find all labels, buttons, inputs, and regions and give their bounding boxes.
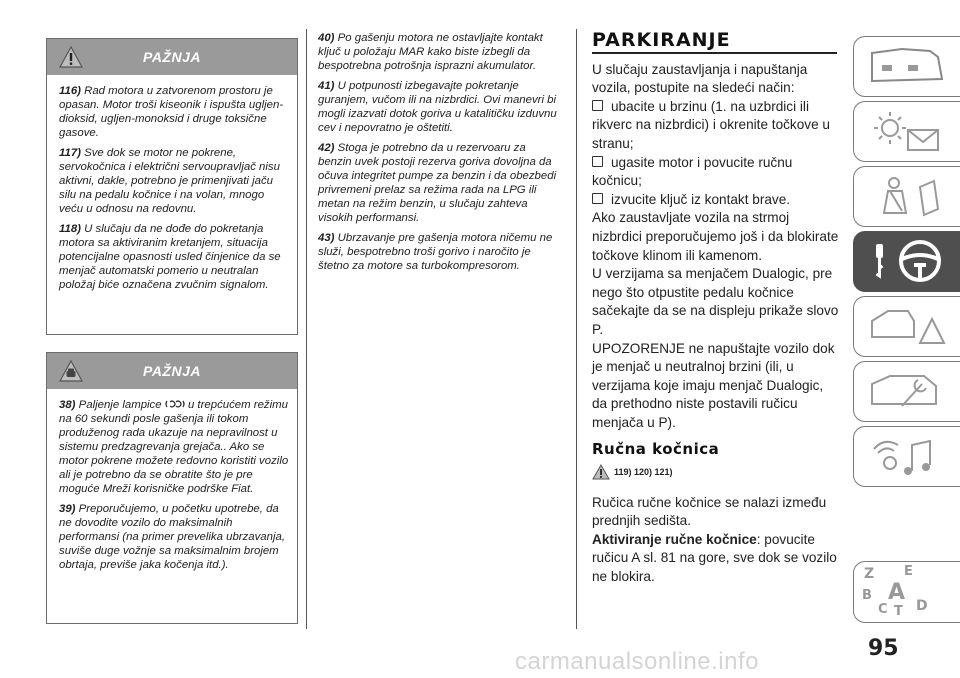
note-item: 43) Ubrzavanje pre gašenja motora ničemu ne služi, bespotrebno troši gorivo i naročito je štetno za motore sa turbokompresorom. xyxy=(318,232,553,272)
warning-triangle-icon xyxy=(592,464,610,480)
checkbox-bullet-icon xyxy=(592,193,603,204)
index-letter: B xyxy=(862,588,872,603)
warning-box-1 xyxy=(46,38,298,335)
maintenance-icon xyxy=(862,366,952,416)
index-letter: C xyxy=(878,602,888,617)
warning-body xyxy=(47,389,297,586)
warning-item: 39) Preporučujemo, u početku upotrebe, da ne dovodite vozilo do maksimalnih performansi (na primer prevelika ubrzavanja, suviše duge vožnje sa maksimalnim brojem obrtaja, previše jaka kočenja itd.). xyxy=(59,503,286,571)
warning-item: 116) Rad motora u zatvorenom prostoru je opasan. Motor troši kiseonik i ispušta ugljen-dioksid, ugljen-monoksid i druge toksične gasove. xyxy=(59,85,284,139)
warning-title: PAŽNJA xyxy=(143,49,201,65)
emergency-icon xyxy=(862,301,952,351)
bold-label: Aktiviranje ručne kočnice xyxy=(592,531,757,547)
right-column xyxy=(592,31,842,587)
paragraph: UPOZORENJE ne napuštajte vozilo dok je menjač u neutralnoj brzini (ili, u verzijama koje imaju menjač Dualogic, da prethodno niste postavili ručicu menjača u P). xyxy=(592,340,835,430)
tab-multimedia[interactable] xyxy=(853,426,960,487)
glow-plug-icon xyxy=(165,399,185,409)
note-item: 41) U potpunosti izbegavajte pokretanje guranjem, vučom ili na nizbrdici. Ovi manevri bi mogli izazvati dotok goriva u katalitičku izduvnu cev i nepovratno je oštetiti. xyxy=(318,80,557,134)
warning-lights-icon xyxy=(862,106,952,156)
index-letter: E xyxy=(904,564,913,579)
starting-driving-icon xyxy=(862,236,952,286)
paragraph: Aktiviranje ručne kočnice: povucite ručicu A sl. 81 na gore, sve dok se vozilo ne blokira. xyxy=(592,531,837,585)
page-number: 95 xyxy=(868,636,899,661)
tab-emergency[interactable] xyxy=(853,296,960,357)
middle-column xyxy=(318,31,558,279)
bullet-item: ugasite motor i povucite ručnu kočnicu; xyxy=(592,154,793,189)
warning-item: 38) Paljenje lampice u trepćućem režimu na 60 sekundi posle gašenja ili tokom produženog rada ukazuje na nepravilnost u sistemu predzagrevanja grejača.. Ako se motor pokrene možete redovno koristiti vozilo ali je potrebno da se obratite što je pre moguće Mreži korisničke podrške Fiat. xyxy=(59,399,289,495)
bullet-item: ubacite u brzinu (1. na uzbrdici ili rikverc na nizbrdici) i okrenite točkove u stranu; xyxy=(592,98,830,151)
intro-paragraph: U slučaju zaustavljanja i napuštanja vozila, postupite na sledeći način: xyxy=(592,61,808,96)
warning-body xyxy=(47,75,297,306)
subsection-title: Ručna kočnica xyxy=(592,440,720,459)
tab-safety[interactable] xyxy=(853,166,960,227)
tab-maintenance[interactable] xyxy=(853,361,960,422)
index-letter: Z xyxy=(864,566,875,582)
index-letter: D xyxy=(916,598,928,614)
tab-dashboard[interactable] xyxy=(853,36,960,97)
warning-item: 118) U slučaju da ne dođe do pokretanja motora sa aktiviranim kretanjem, situacija potencijalne opasnosti usled činjenice da se menjač automatski pomerio u neutralan položaj biće označena zvučnim signalom. xyxy=(59,223,281,291)
column-divider xyxy=(576,29,577,629)
column-divider xyxy=(306,29,307,629)
paragraph: Ako zaustavljate vozila na strmoj nizbrdici preporučujemo još i da blokirate točkove klinom ili kamenom. xyxy=(592,210,839,263)
index-icon xyxy=(854,562,954,622)
section-title: PARKIRANJE xyxy=(592,31,837,54)
tab-starting-driving[interactable] xyxy=(853,231,960,292)
warning-header xyxy=(47,353,297,389)
warning-title: PAŽNJA xyxy=(143,363,201,379)
warning-item: 117) Sve dok se motor ne pokrene, servokočnica i električni servoupravljač nisu aktivni, dakle, potrebno je primenjivati jaču silu na pedalu kočnice i na volan, mnogo veću u odnosu na redovnu. xyxy=(59,147,280,215)
checkbox-bullet-icon xyxy=(592,100,603,111)
warning-header xyxy=(47,39,297,75)
tab-warning-lights[interactable] xyxy=(853,101,960,162)
references: 119) 120) 121) xyxy=(614,467,673,478)
safety-icon xyxy=(862,171,952,221)
note-item: 40) Po gašenju motora ne ostavljajte kontakt ključ u položaju MAR kako biste izbegli da bespotrebna potrošnja isprazni akumulator. xyxy=(318,32,543,72)
checkbox-bullet-icon xyxy=(592,156,603,167)
index-letter: A xyxy=(888,580,906,605)
bullet-item: izvucite ključ iz kontakt brave. xyxy=(592,191,842,210)
index-letter: T xyxy=(894,604,903,619)
warning-box-2 xyxy=(46,352,298,624)
tab-index[interactable] xyxy=(853,561,960,623)
paragraph: U verzijama sa menjačem Dualogic, pre nego što otpustite pedalu kočnice sačekajte da se na displeju prikaže slovo P. xyxy=(592,266,839,337)
multimedia-icon xyxy=(862,431,952,481)
watermark: carmanualsonline.info xyxy=(515,648,759,675)
dashboard-icon xyxy=(862,41,952,91)
reference-line xyxy=(592,463,842,484)
paragraph: Ručica ručne kočnice se nalazi između prednjih sedišta. xyxy=(592,494,827,529)
note-item: 42) Stoga je potrebno da u rezervoaru za benzin uvek postoji rezerva goriva dovoljna da očuva integritet pumpe za benzin i da obezbedi privremeni prelaz sa režima rada na LPG ili metan na režim benzin, u slučaju zahteva visokih performansi. xyxy=(318,142,557,224)
